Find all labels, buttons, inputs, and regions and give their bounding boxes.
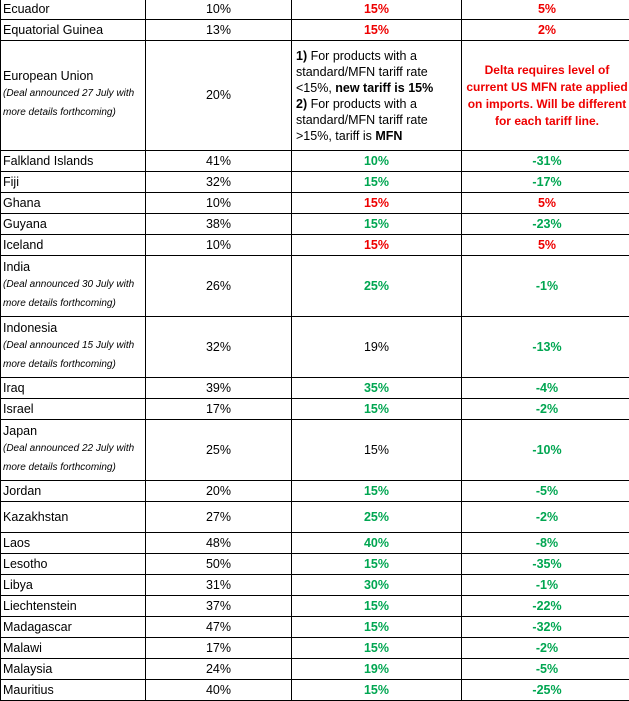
table-row: [1, 617, 629, 638]
new-rate-cell: 15%: [292, 20, 462, 41]
previous-rate-cell: 47%: [146, 617, 292, 638]
delta-cell: -31%: [462, 151, 629, 172]
country-name: European Union: [3, 69, 142, 84]
table-row: [1, 172, 629, 193]
previous-rate-cell: 10%: [146, 0, 292, 20]
table-row: [1, 378, 629, 399]
delta-cell: 5%: [462, 0, 629, 20]
table-row: [1, 399, 629, 420]
previous-rate-cell: 26%: [146, 256, 292, 317]
delta-cell: -23%: [462, 214, 629, 235]
delta-cell: -10%: [462, 420, 629, 481]
table-row: [1, 41, 629, 151]
country-cell: Kazakhstan: [1, 502, 146, 533]
table-row: [1, 680, 629, 701]
previous-rate-cell: 10%: [146, 235, 292, 256]
new-rate-cell: 15%: [292, 172, 462, 193]
country-cell: Israel: [1, 399, 146, 420]
new-rate-cell: 15%: [292, 0, 462, 20]
country-cell: Malaysia: [1, 659, 146, 680]
table-row: [1, 554, 629, 575]
eu-rule-1: [296, 48, 458, 96]
eu-rule-2-number: 2): [296, 97, 307, 111]
country-cell: Malawi: [1, 638, 146, 659]
country-cell: Iceland: [1, 235, 146, 256]
table-row: [1, 575, 629, 596]
table-row: [1, 0, 629, 20]
delta-cell: -8%: [462, 533, 629, 554]
previous-rate-cell: 40%: [146, 680, 292, 701]
country-cell: Falkland Islands: [1, 151, 146, 172]
country-cell: Liechtenstein: [1, 596, 146, 617]
eu-rule-2-bold: MFN: [375, 129, 402, 143]
previous-rate-cell: 17%: [146, 638, 292, 659]
new-rate-cell: 15%: [292, 235, 462, 256]
previous-rate-cell: 20%: [146, 481, 292, 502]
previous-rate-cell: 32%: [146, 172, 292, 193]
previous-rate-cell: 13%: [146, 20, 292, 41]
delta-cell: -17%: [462, 172, 629, 193]
new-rate-cell: 15%: [292, 680, 462, 701]
country-cell: Guyana: [1, 214, 146, 235]
previous-rate-cell: 39%: [146, 378, 292, 399]
eu-rule-2: [296, 96, 458, 144]
country-cell: Equatorial Guinea: [1, 20, 146, 41]
delta-cell: -5%: [462, 481, 629, 502]
table-row: [1, 659, 629, 680]
new-rate-cell: 30%: [292, 575, 462, 596]
table-row: [1, 502, 629, 533]
new-rate-cell: 10%: [292, 151, 462, 172]
eu-rules-cell: [292, 41, 462, 151]
table-row: [1, 638, 629, 659]
country-cell: Iraq: [1, 378, 146, 399]
delta-cell: -22%: [462, 596, 629, 617]
country-cell: Mauritius: [1, 680, 146, 701]
table-row: [1, 214, 629, 235]
previous-rate-cell: 10%: [146, 193, 292, 214]
table-row: [1, 317, 629, 378]
deal-note: (Deal announced 30 July with more details forthcoming): [3, 275, 142, 313]
table-row: [1, 256, 629, 317]
previous-rate-cell: 31%: [146, 575, 292, 596]
previous-rate-cell: 48%: [146, 533, 292, 554]
new-rate-cell: 15%: [292, 554, 462, 575]
new-rate-cell: 15%: [292, 420, 462, 481]
table-row: [1, 235, 629, 256]
previous-rate-cell: 32%: [146, 317, 292, 378]
new-rate-cell: 25%: [292, 502, 462, 533]
new-rate-cell: 15%: [292, 617, 462, 638]
new-rate-cell: 40%: [292, 533, 462, 554]
previous-rate-cell: 17%: [146, 399, 292, 420]
country-cell: [1, 317, 146, 378]
deal-note: (Deal announced 22 July with more details forthcoming): [3, 439, 142, 477]
new-rate-cell: 15%: [292, 214, 462, 235]
table-row: [1, 151, 629, 172]
new-rate-cell: 15%: [292, 481, 462, 502]
delta-cell: -32%: [462, 617, 629, 638]
country-cell: Laos: [1, 533, 146, 554]
deal-note: (Deal announced 27 July with more details forthcoming): [3, 84, 142, 122]
new-rate-cell: 25%: [292, 256, 462, 317]
previous-rate-cell: 41%: [146, 151, 292, 172]
previous-rate-cell: 50%: [146, 554, 292, 575]
country-name: India: [3, 260, 142, 275]
delta-note-cell: Delta requires level of current US MFN rate applied on imports. Will be different for each tariff line.: [462, 41, 629, 151]
table-row: [1, 20, 629, 41]
delta-cell: 5%: [462, 235, 629, 256]
table-row: [1, 420, 629, 481]
country-cell: Madagascar: [1, 617, 146, 638]
delta-cell: -5%: [462, 659, 629, 680]
deal-note: (Deal announced 15 July with more details forthcoming): [3, 336, 142, 374]
country-cell: Ghana: [1, 193, 146, 214]
country-cell: Lesotho: [1, 554, 146, 575]
table-row: [1, 533, 629, 554]
delta-cell: -35%: [462, 554, 629, 575]
new-rate-cell: 15%: [292, 193, 462, 214]
delta-cell: -1%: [462, 575, 629, 596]
delta-cell: -4%: [462, 378, 629, 399]
table-row: [1, 596, 629, 617]
delta-cell: -2%: [462, 399, 629, 420]
previous-rate-cell: 27%: [146, 502, 292, 533]
country-cell: [1, 41, 146, 151]
country-cell: [1, 420, 146, 481]
delta-cell: -13%: [462, 317, 629, 378]
new-rate-cell: 19%: [292, 317, 462, 378]
table-row: [1, 193, 629, 214]
eu-rule-2-text: For products with a standard/MFN tariff rate >15%, tariff is: [296, 97, 428, 143]
table-row: [1, 481, 629, 502]
country-cell: [1, 256, 146, 317]
country-name: Indonesia: [3, 321, 142, 336]
delta-cell: 5%: [462, 193, 629, 214]
new-rate-cell: 15%: [292, 399, 462, 420]
new-rate-cell: 15%: [292, 638, 462, 659]
delta-cell: -2%: [462, 638, 629, 659]
delta-cell: -1%: [462, 256, 629, 317]
eu-rule-1-number: 1): [296, 49, 307, 63]
country-cell: Libya: [1, 575, 146, 596]
new-rate-cell: 35%: [292, 378, 462, 399]
previous-rate-cell: 38%: [146, 214, 292, 235]
country-cell: Fiji: [1, 172, 146, 193]
country-cell: Ecuador: [1, 0, 146, 20]
previous-rate-cell: 37%: [146, 596, 292, 617]
new-rate-cell: 19%: [292, 659, 462, 680]
previous-rate-cell: 20%: [146, 41, 292, 151]
new-rate-cell: 15%: [292, 596, 462, 617]
country-name: Japan: [3, 424, 142, 439]
delta-cell: -2%: [462, 502, 629, 533]
delta-cell: -25%: [462, 680, 629, 701]
previous-rate-cell: 24%: [146, 659, 292, 680]
country-cell: Jordan: [1, 481, 146, 502]
eu-rule-1-bold: new tariff is 15%: [335, 81, 433, 95]
delta-cell: 2%: [462, 20, 629, 41]
eu-rule-1-text: For products with a standard/MFN tariff rate <15%,: [296, 49, 428, 95]
previous-rate-cell: 25%: [146, 420, 292, 481]
